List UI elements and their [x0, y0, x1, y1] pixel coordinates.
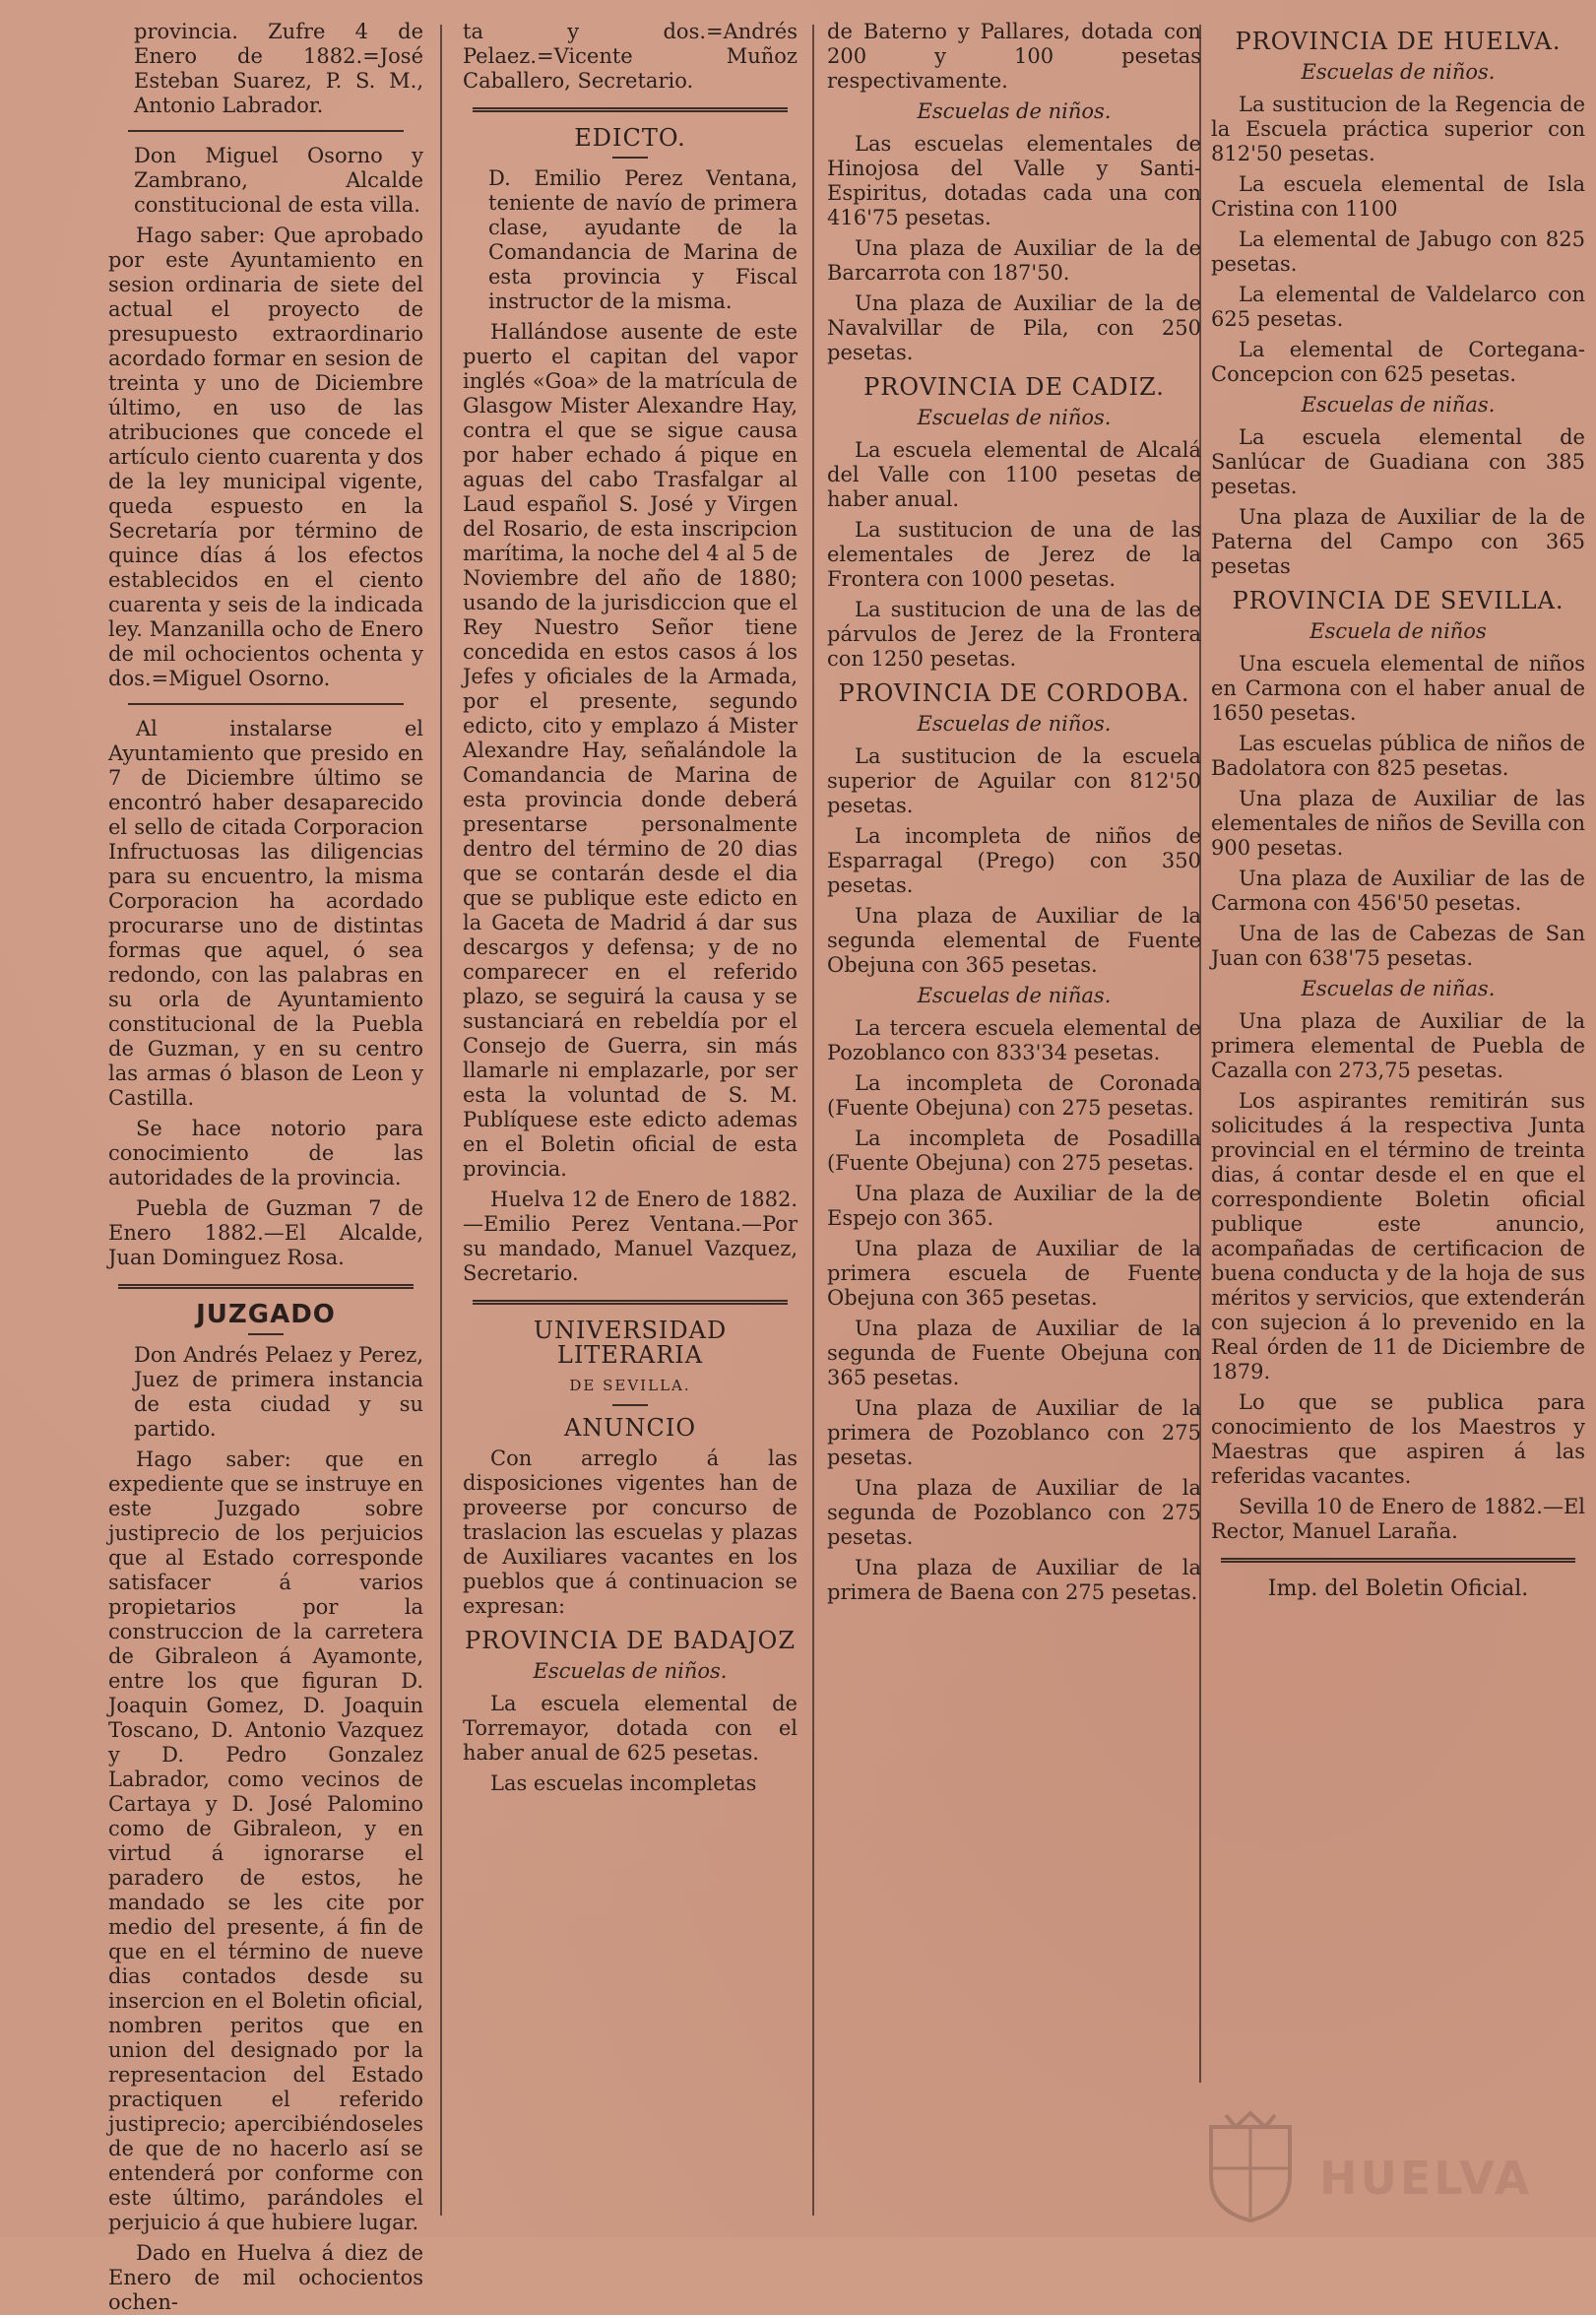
- article-text: Una plaza de Auxiliar de la primera elemental de Puebla de Cazalla con 273,75 pesetas.: [1211, 1009, 1585, 1082]
- column-2: [463, 20, 798, 2216]
- article-text: Una plaza de Auxiliar de las de Carmona con 456'50 pesetas.: [1211, 867, 1585, 915]
- section-title: PROVINCIA DE CORDOBA.: [838, 679, 1190, 707]
- article-text: Una plaza de Auxiliar de la segunda de Fuente Obejuna con 365 pesetas.: [827, 1317, 1201, 1389]
- divider: [128, 130, 404, 132]
- section-title: PROVINCIA DE CADIZ.: [863, 373, 1165, 401]
- section-title: JUZGADO: [196, 1300, 336, 1329]
- section-title: UNIVERSIDAD LITERARIA: [533, 1317, 728, 1369]
- article-text: Una de las de Cabezas de San Juan con 638'75 pesetas.: [1211, 922, 1585, 970]
- article-text: La sustitucion de la escuela superior de Aguilar con 812'50 pesetas.: [827, 744, 1201, 817]
- article-text: Se hace notorio para conocimiento de las autoridades de la provincia.: [108, 1117, 423, 1190]
- article-text: Hago saber: que en expediente que se instruye en este Juzgado sobre justiprecio de los perjuicios que al Estado corresponde satisfacer á varios propietarios por la construccion de la carretera de Gibraleon á Ayamonte, entre los que figuran D. Joaquin Gomez, D. Joaquin Toscano, D. Antonio Vazquez y D. Pedro Gonzalez Labrador, como vecinos de Cartaya y D. José Palomino como de Gibraleon, y en virtud á ignorarse el paradero de estos, he mandado se les cite por medio del presente, á fin de que en el término de nueve dias contados desde su insercion en el Boletin oficial, nombren peritos que en union del designado por la representacion del Estado practiquen el referido justiprecio; apercibiéndoseles de que de no hacerlo así se entenderá por conforme con este último, parándoles el perjuicio á que hubiere lugar.: [108, 1447, 423, 2234]
- section-subtitle: DE SEVILLA.: [569, 1377, 691, 1394]
- article-text: Las escuelas pública de niños de Badolatora con 825 pesetas.: [1211, 732, 1585, 780]
- divider: [473, 107, 788, 112]
- imprint: Imp. del Boletin Oficial.: [1267, 1576, 1529, 1601]
- section-subtitle: Escuelas de niños.: [917, 99, 1112, 123]
- section-title: PROVINCIA DE HUELVA.: [1235, 28, 1562, 55]
- article-text: Una plaza de Auxiliar de la primera de Pozoblanco con 275 pesetas.: [827, 1396, 1201, 1469]
- divider: [248, 1333, 284, 1335]
- section-subtitle: Escuelas de niños.: [1301, 60, 1496, 84]
- column-rule: [440, 25, 442, 2216]
- article-text: Los aspirantes remitirán sus solicitudes á la respectiva Junta provincial en el término de treinta dias, á contar desde el en que el correspondiente Boletin oficial publique este anuncio, acompañadas de certificacion de buena conducta y de la hoja de sus méritos y servicios, que extenderán con sujecion á lo prevenido en la Real órden de 11 de Diciembre de 1879.: [1211, 1089, 1585, 1383]
- column-3: [827, 20, 1201, 2216]
- article-text: Las escuelas elementales de Hinojosa del Valle y Santi-Espiritus, dotadas cada una con 416'75 pesetas.: [827, 132, 1201, 229]
- article-text: Hallándose ausente de este puerto el capitan del vapor inglés «Goa» de la matrícula de Glasgow Mister Alexandre Hay, contra el que se sigue causa por haber echado á pique en aguas del cabo Trasfalgar al Laud español S. José y Virgen del Rosario, de esta inscripcion marítima, la noche del 4 al 5 de Noviembre del año de 1880; usando de la jurisdiccion que el Rey Nuestro Señor tiene concedida en estos casos á los Jefes y oficiales de la Armada, por el presente, segundo edicto, cito y emplazo á Mister Alexandre Hay, señalándole la Comandancia de Marina de esta provincia donde deberá presentarse personalmente dentro del término de 20 dias que se contarán desde el dia que se publique este edicto en la Gaceta de Madrid á dar sus descargos y defensa; y de no comparecer en el referido plazo, se seguirá la causa y se sustanciará en rebeldía por el Consejo de Guerra, sin más llamarle ni emplazarle, por ser esta la voluntad de S. M. Publíquese este edicto ademas en el Boletin oficial de esta provincia.: [463, 320, 798, 1181]
- divider: [473, 1300, 788, 1305]
- article-text: La elemental de Jabugo con 825 pesetas.: [1211, 227, 1585, 276]
- article-text: de Baterno y Pallares, dotada con 200 y 100 pesetas respectivamente.: [827, 20, 1201, 93]
- section-subtitle: Escuelas de niños.: [917, 406, 1112, 429]
- column-1: [108, 20, 423, 2314]
- article-text: La escuela elemental de Sanlúcar de Guadiana con 385 pesetas.: [1211, 425, 1585, 498]
- article-text: La elemental de Cortegana-Concepcion con 625 pesetas.: [1211, 338, 1585, 386]
- divider: [612, 157, 648, 159]
- article-text: Sevilla 10 de Enero de 1882.—El Rector, Manuel Laraña.: [1211, 1495, 1585, 1543]
- section-title: ANUNCIO: [563, 1414, 697, 1442]
- article-text: Una plaza de Auxiliar de la primera escuela de Fuente Obejuna con 365 pesetas.: [827, 1237, 1201, 1310]
- article-text: Hago saber: Que aprobado por este Ayuntamiento en sesion ordinaria de siete del actual el proyecto de presupuesto extraordinario acordado formar en sesion de treinta y uno de Diciembre último, en uso de las atribuciones que concede el artículo ciento cuarenta y dos de la ley municipal vigente, queda espuesto en la Secretaría por término de quince días á los efectos establecidos en el ciento cuarenta y seis de la indicada ley. Manzanilla ocho de Enero de mil ochocientos ochenta y dos.=Miguel Osorno.: [108, 224, 423, 690]
- section-subtitle: Escuelas de niñas.: [1301, 977, 1496, 1000]
- section-title: PROVINCIA DE SEVILLA.: [1232, 587, 1564, 614]
- article-text: La sustitucion de una de las de párvulos de Jerez de la Frontera con 1250 pesetas.: [827, 598, 1201, 671]
- article-text: Una plaza de Auxiliar de la de Paterna del Campo con 365 pesetas: [1211, 505, 1585, 578]
- article-text: La escuela elemental de Alcalá del Valle con 1100 pesetas de haber anual.: [827, 438, 1201, 511]
- article-text: La tercera escuela elemental de Pozoblanco con 833'34 pesetas.: [827, 1016, 1201, 1064]
- article-text: Con arreglo á las disposiciones vigentes han de proveerse por concurso de traslacion las escuelas y plazas de Auxiliares vacantes en los pueblos que á continuacion se expresan:: [463, 1447, 798, 1618]
- article-text: Al instalarse el Ayuntamiento que presido en 7 de Diciembre último se encontró haber desaparecido el sello de citada Corporacion Infructuosas las diligencias para su encuentro, la misma Corporacion ha acordado procurarse uno de distintas formas que aquel, ó sea redondo, con las palabras en su orla de Ayuntamiento constitucional de la Puebla de Guzman, y en su centro las armas ó blason de Leon y Castilla.: [108, 717, 423, 1110]
- article-text: Una plaza de Auxiliar de la de Espejo con 365.: [827, 1182, 1201, 1230]
- section-subtitle: Escuelas de niños.: [917, 712, 1112, 736]
- column-rule: [812, 25, 814, 2216]
- article-text: Una plaza de Auxiliar de las elementales de niños de Sevilla con 900 pesetas.: [1211, 787, 1585, 860]
- column-4: [1211, 20, 1585, 2216]
- article-text: Puebla de Guzman 7 de Enero 1882.—El Alcalde, Juan Dominguez Rosa.: [108, 1196, 423, 1269]
- article-text: Las escuelas incompletas: [490, 1771, 757, 1795]
- article-text: Una plaza de Auxiliar de la primera de Baena con 275 pesetas.: [827, 1556, 1201, 1604]
- article-text: Una plaza de Auxiliar de la segunda de Pozoblanco con 275 pesetas.: [827, 1476, 1201, 1549]
- divider: [118, 1284, 414, 1289]
- article-text: Una plaza de Auxiliar de la de Barcarrota con 187'50.: [827, 236, 1201, 285]
- article-text: D. Emilio Perez Ventana, teniente de navío de primera clase, ayudante de la Comandancia de Marina de esta provincia y Fiscal instructor de la misma.: [488, 166, 798, 313]
- divider: [128, 703, 404, 705]
- article-text: La elemental de Valdelarco con 625 pesetas.: [1211, 283, 1585, 331]
- article-text: Huelva 12 de Enero de 1882.—Emilio Perez Ventana.—Por su mandado, Manuel Vazquez, Secretario.: [463, 1188, 798, 1285]
- section-subtitle: Escuelas de niñas.: [917, 984, 1112, 1007]
- article-text: provincia. Zufre 4 de Enero de 1882.=José Esteban Suarez, P. S. M., Antonio Labrador.: [134, 20, 423, 117]
- article-text: Una plaza de Auxiliar de la de Navalvillar de Pila, con 250 pesetas.: [827, 291, 1201, 364]
- article-text: La sustitucion de una de las elementales de Jerez de la Frontera con 1000 pesetas.: [827, 518, 1201, 591]
- section-title: PROVINCIA DE BADAJOZ: [465, 1627, 796, 1654]
- article-text: La incompleta de niños de Esparragal (Prego) con 350 pesetas.: [827, 824, 1201, 897]
- article-text: ta y dos.=Andrés Pelaez.=Vicente Muñoz Caballero, Secretario.: [463, 20, 798, 93]
- divider: [612, 1404, 648, 1406]
- article-text: La sustitucion de la Regencia de la Escuela práctica superior con 812'50 pesetas.: [1211, 93, 1585, 165]
- archive-watermark: HUELVA: [1319, 2152, 1533, 2205]
- article-text: Don Miguel Osorno y Zambrano, Alcalde constitucional de esta villa.: [134, 144, 423, 217]
- divider: [1221, 1558, 1575, 1563]
- article-text: La incompleta de Coronada (Fuente Obejuna) con 275 pesetas.: [827, 1071, 1201, 1120]
- article-text: Don Andrés Pelaez y Perez, Juez de primera instancia de esta ciudad y su partido.: [134, 1343, 423, 1441]
- section-title: EDICTO.: [574, 124, 686, 152]
- article-text: La incompleta de Posadilla (Fuente Obejuna) con 275 pesetas.: [827, 1126, 1201, 1175]
- article-text: Una escuela elemental de niños en Carmona con el haber anual de 1650 pesetas.: [1211, 652, 1585, 725]
- section-subtitle: Escuela de niños: [1309, 619, 1487, 643]
- article-text: Una plaza de Auxiliar de la segunda elemental de Fuente Obejuna con 365 pesetas.: [827, 904, 1201, 977]
- article-text: La escuela elemental de Isla Cristina con 1100: [1211, 172, 1585, 221]
- article-text: Dado en Huelva á diez de Enero de mil ochocientos ochen-: [108, 2241, 423, 2314]
- section-subtitle: Escuelas de niños.: [533, 1659, 728, 1683]
- article-text: Lo que se publica para conocimiento de los Maestros y Maestras que aspiren á las referidas vacantes.: [1211, 1390, 1585, 1488]
- article-text: La escuela elemental de Torremayor, dotada con el haber anual de 625 pesetas.: [463, 1692, 798, 1765]
- section-subtitle: Escuelas de niñas.: [1301, 393, 1496, 417]
- coat-of-arms-icon: [1196, 2107, 1305, 2225]
